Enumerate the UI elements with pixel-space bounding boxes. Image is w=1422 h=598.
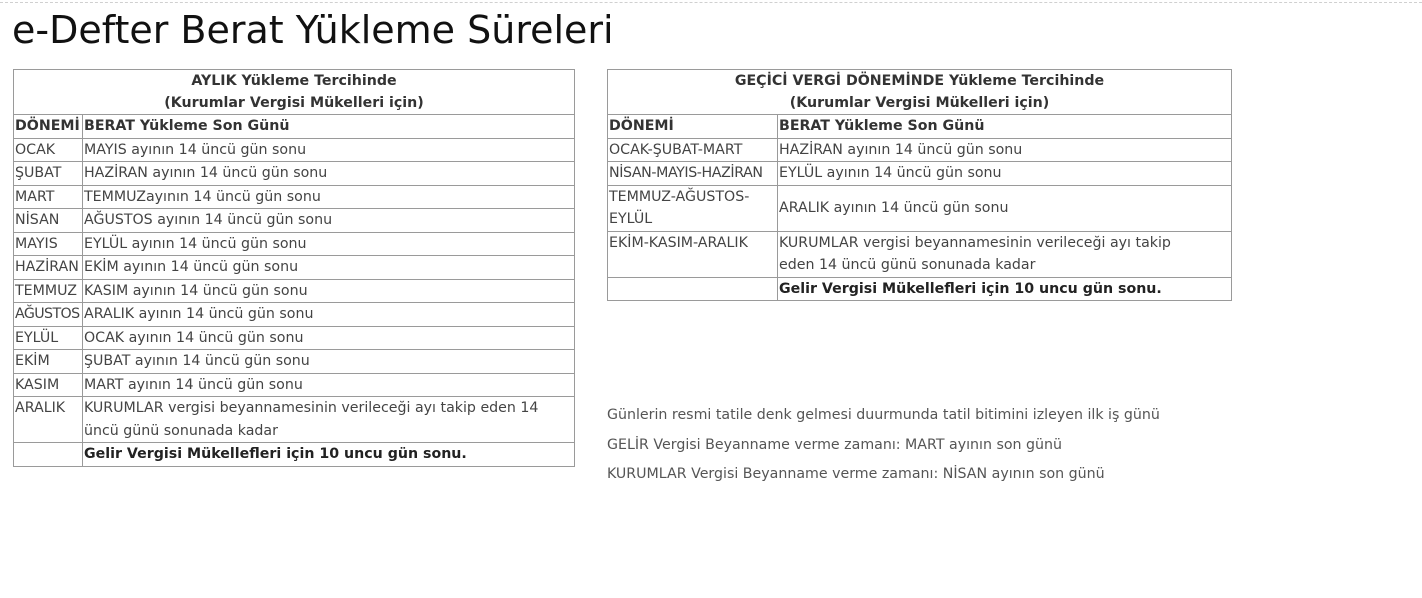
table-row xyxy=(14,162,575,186)
table-row xyxy=(14,138,575,162)
table-header-row xyxy=(608,70,1232,115)
corporate-tax-filing-note: KURUMLAR Vergisi Beyanname verme zamanı: NİSAN ayının son günü xyxy=(607,466,1105,482)
deadline-cell: ARALIK ayının 14 üncü gün sonu xyxy=(83,303,575,327)
income-tax-note: Gelir Vergisi Mükellefleri için 10 uncu gün sonu. xyxy=(778,277,1232,301)
table-footer-row xyxy=(14,443,575,467)
period-cell: OCAK xyxy=(14,138,83,162)
period-cell: TEMMUZ-AĞUSTOS-EYLÜL xyxy=(608,185,778,231)
table-row xyxy=(14,397,575,443)
table-row xyxy=(14,185,575,209)
table-title-cell xyxy=(14,70,575,115)
table-subtitle: (Kurumlar Vergisi Mükelleri için) xyxy=(164,95,424,111)
table-row xyxy=(14,209,575,233)
deadline-cell: KURUMLAR vergisi beyannamesinin verileceği ayı takip eden 14 üncü günü sonunada kadar xyxy=(778,231,1232,277)
period-cell: NİSAN-MAYIS-HAZİRAN xyxy=(608,162,778,186)
table-header-row xyxy=(14,70,575,115)
table-row xyxy=(608,185,1232,231)
period-cell: MAYIS xyxy=(14,232,83,256)
deadline-cell: ARALIK ayının 14 üncü gün sonu xyxy=(778,185,1232,231)
table-subtitle: (Kurumlar Vergisi Mükelleri için) xyxy=(789,95,1050,111)
period-cell: TEMMUZ xyxy=(14,279,83,303)
table-title: GEÇİCİ VERGİ DÖNEMİNDE Yükleme Tercihinde xyxy=(734,73,1105,89)
table-row xyxy=(608,138,1232,162)
period-cell: EKİM-KASIM-ARALIK xyxy=(608,231,778,277)
table-row xyxy=(14,303,575,327)
table-row xyxy=(14,326,575,350)
column-header-period: DÖNEMİ xyxy=(608,115,778,139)
period-cell: OCAK-ŞUBAT-MART xyxy=(608,138,778,162)
period-cell: ŞUBAT xyxy=(14,162,83,186)
deadline-cell: KASIM ayının 14 üncü gün sonu xyxy=(83,279,575,303)
deadline-cell: OCAK ayının 14 üncü gün sonu xyxy=(83,326,575,350)
deadline-cell: EYLÜL ayının 14 üncü gün sonu xyxy=(778,162,1232,186)
column-header-period: DÖNEMİ xyxy=(14,115,83,139)
deadline-cell: EYLÜL ayının 14 üncü gün sonu xyxy=(83,232,575,256)
deadline-cell: MAYIS ayının 14 üncü gün sonu xyxy=(83,138,575,162)
period-cell: NİSAN xyxy=(14,209,83,233)
table-row xyxy=(608,231,1232,277)
deadline-cell: HAZİRAN ayının 14 üncü gün sonu xyxy=(778,138,1232,162)
period-cell: KASIM xyxy=(14,373,83,397)
column-header-deadline: BERAT Yükleme Son Günü xyxy=(778,115,1232,139)
temporary-tax-period-table xyxy=(607,69,1232,301)
table-row xyxy=(14,256,575,280)
deadline-cell: HAZİRAN ayının 14 üncü gün sonu xyxy=(83,162,575,186)
deadline-cell: TEMMUZayının 14 üncü gün sonu xyxy=(83,185,575,209)
empty-cell xyxy=(14,443,83,467)
deadline-cell: MART ayının 14 üncü gün sonu xyxy=(83,373,575,397)
period-cell: ARALIK xyxy=(14,397,83,443)
table-title: AYLIK Yükleme Tercihinde xyxy=(191,73,397,89)
income-tax-filing-note: GELİR Vergisi Beyanname verme zamanı: MART ayının son günü xyxy=(607,437,1063,453)
period-cell: EKİM xyxy=(14,350,83,374)
table-row xyxy=(14,350,575,374)
period-cell: AĞUSTOS xyxy=(14,303,83,327)
top-divider xyxy=(0,2,1422,3)
income-tax-note: Gelir Vergisi Mükellefleri için 10 uncu gün sonu. xyxy=(83,443,575,467)
empty-cell xyxy=(608,277,778,301)
deadline-cell: EKİM ayının 14 üncü gün sonu xyxy=(83,256,575,280)
deadline-cell: AĞUSTOS ayının 14 üncü gün sonu xyxy=(83,209,575,233)
table-row xyxy=(608,162,1232,186)
holiday-note: Günlerin resmi tatile denk gelmesi duurmunda tatil bitimini izleyen ilk iş günü xyxy=(607,407,1160,423)
deadline-cell: KURUMLAR vergisi beyannamesinin verileceği ayı takip eden 14 üncü günü sonunada kadar xyxy=(83,397,575,443)
column-header-deadline: BERAT Yükleme Son Günü xyxy=(83,115,575,139)
page-title: e-Defter Berat Yükleme Süreleri xyxy=(12,8,614,52)
table-footer-row xyxy=(608,277,1232,301)
period-cell: HAZİRAN xyxy=(14,256,83,280)
column-header-row xyxy=(608,115,1232,139)
table-row xyxy=(14,373,575,397)
table-title-cell xyxy=(608,70,1232,115)
period-cell: EYLÜL xyxy=(14,326,83,350)
table-row xyxy=(14,279,575,303)
column-header-row xyxy=(14,115,575,139)
period-cell: MART xyxy=(14,185,83,209)
table-row xyxy=(14,232,575,256)
deadline-cell: ŞUBAT ayının 14 üncü gün sonu xyxy=(83,350,575,374)
monthly-upload-table xyxy=(13,69,575,467)
